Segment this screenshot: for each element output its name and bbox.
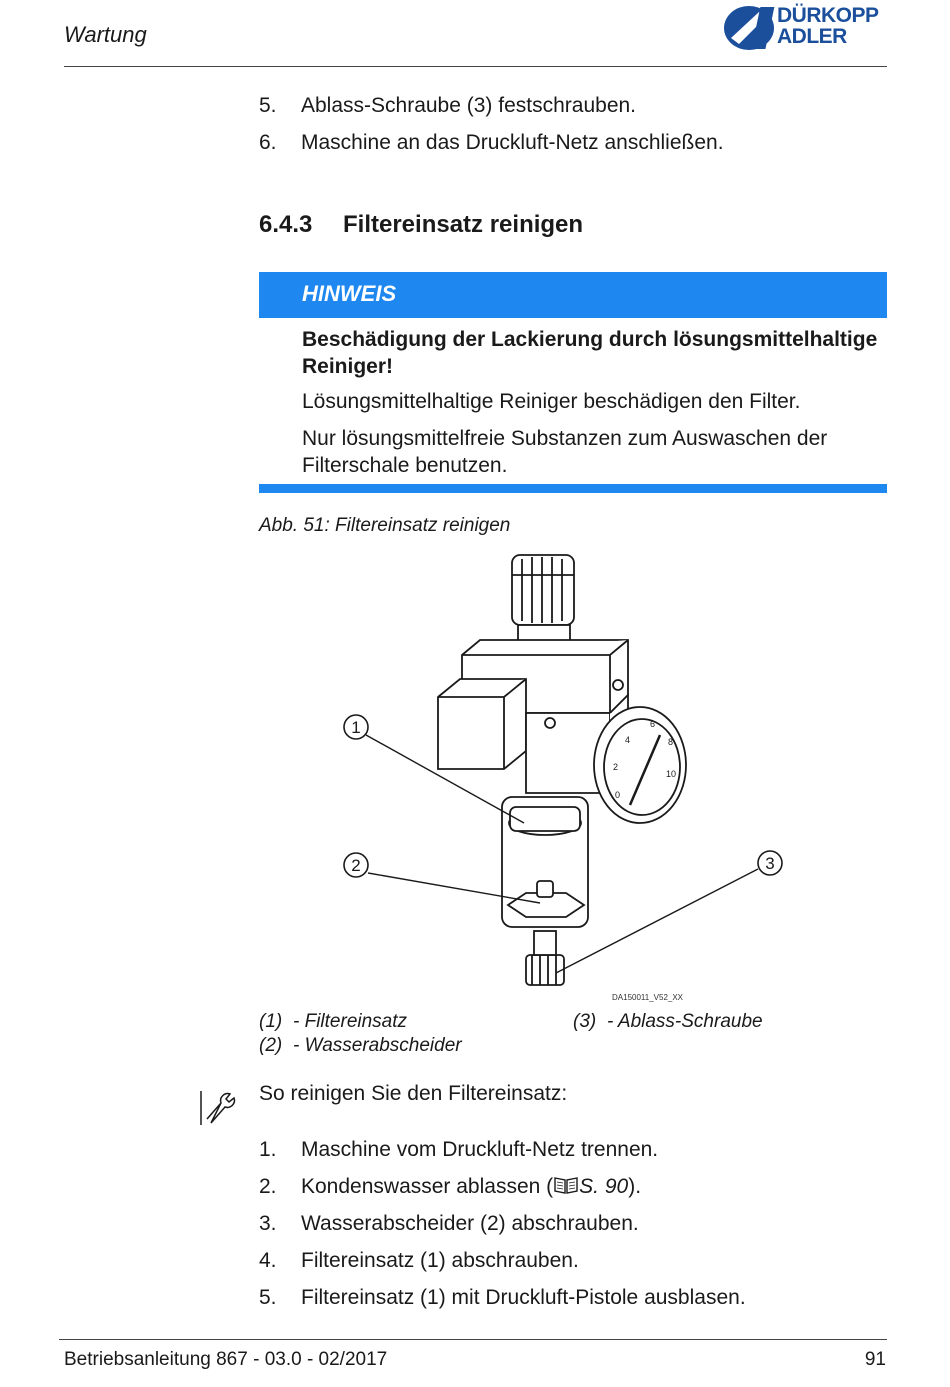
list-item bbox=[259, 1248, 579, 1274]
step-text: Maschine an das Druckluft-Netz anschließen. bbox=[301, 131, 724, 154]
brand-name-line1: DÜRKOPP bbox=[777, 4, 879, 27]
wrench-icon bbox=[199, 1089, 237, 1127]
legend-text: - Filtereinsatz bbox=[293, 1011, 408, 1032]
legend-number: (1) bbox=[259, 1011, 283, 1032]
footer-divider bbox=[59, 1339, 887, 1340]
step-number: 2. bbox=[259, 1175, 277, 1198]
step-text: Wasserabscheider (2) abschrauben. bbox=[301, 1212, 639, 1235]
figure-caption: Abb. 51: Filtereinsatz reinigen bbox=[259, 515, 511, 536]
legend-number: (3) bbox=[573, 1011, 597, 1032]
header-section-title: Wartung bbox=[64, 22, 147, 47]
notice-label: HINWEIS bbox=[302, 281, 397, 306]
step-number: 5. bbox=[259, 94, 277, 117]
step-number: 5. bbox=[259, 1286, 277, 1309]
notice-bottom-bar bbox=[259, 484, 887, 493]
step-number: 4. bbox=[259, 1249, 277, 1272]
brand-name-line2: ADLER bbox=[777, 25, 847, 48]
section-title: Filtereinsatz reinigen bbox=[343, 211, 584, 238]
gauge-tick-label: 4 bbox=[625, 735, 631, 745]
gauge-tick-label: 6 bbox=[650, 719, 656, 729]
legend-text: - Wasserabscheider bbox=[293, 1035, 462, 1056]
section-number: 6.4.3 bbox=[259, 211, 313, 238]
footer-document-info: Betriebsanleitung 867 - 03.0 - 02/2017 bbox=[64, 1349, 388, 1370]
book-reference-icon bbox=[553, 1175, 579, 1195]
notice-body bbox=[302, 326, 882, 489]
callout-2: 2 bbox=[351, 856, 361, 875]
step-text: Ablass-Schraube (3) festschrauben. bbox=[301, 94, 637, 117]
step-number: 1. bbox=[259, 1138, 277, 1161]
callout-1: 1 bbox=[351, 718, 361, 737]
list-item bbox=[259, 1174, 641, 1200]
notice-heading: Beschädigung der Lackierung durch lösungsmittelhaltige Reiniger! bbox=[302, 328, 878, 378]
gauge-tick-label: 8 bbox=[668, 737, 674, 747]
page-number: 91 bbox=[864, 1349, 886, 1370]
legend-number: (2) bbox=[259, 1035, 283, 1056]
legend-item bbox=[259, 1034, 462, 1058]
notice-header-bar bbox=[259, 272, 887, 318]
filter-regulator-illustration bbox=[330, 545, 800, 1005]
notice-paragraph: Lösungsmittelhaltige Reiniger beschädigen den Filter. bbox=[302, 390, 801, 413]
legend-item bbox=[573, 1010, 763, 1034]
step-text: Filtereinsatz (1) abschrauben. bbox=[301, 1249, 579, 1272]
step-text: Filtereinsatz (1) mit Druckluft-Pistole ausblasen. bbox=[301, 1286, 746, 1309]
list-item bbox=[259, 1137, 658, 1163]
list-item bbox=[259, 1285, 746, 1311]
step-text: ). bbox=[628, 1175, 642, 1198]
section-heading bbox=[259, 211, 583, 239]
list-item bbox=[259, 93, 636, 119]
step-text: Maschine vom Druckluft-Netz trennen. bbox=[301, 1138, 659, 1161]
gauge-tick-label: 0 bbox=[615, 790, 621, 800]
list-item bbox=[259, 1211, 639, 1237]
gauge-tick-label: 2 bbox=[613, 762, 619, 772]
step-text: Kondenswasser ablassen ( bbox=[301, 1175, 554, 1198]
legend-text: - Ablass-Schraube bbox=[607, 1011, 763, 1032]
step-number: 3. bbox=[259, 1212, 277, 1235]
step-number: 6. bbox=[259, 131, 277, 154]
notice-paragraph: Nur lösungsmittelfreie Substanzen zum Auswaschen der Filterschale benutzen. bbox=[302, 427, 828, 477]
page-reference-link[interactable]: S. 90 bbox=[579, 1175, 629, 1198]
callout-3: 3 bbox=[765, 854, 775, 873]
list-item bbox=[259, 130, 724, 156]
header-divider bbox=[64, 66, 887, 67]
gauge-tick-label: 10 bbox=[666, 769, 677, 779]
figure-code: DA150011_V52_XX bbox=[612, 993, 684, 1002]
instructions-intro: So reinigen Sie den Filtereinsatz: bbox=[259, 1082, 568, 1105]
legend-item bbox=[259, 1010, 407, 1034]
